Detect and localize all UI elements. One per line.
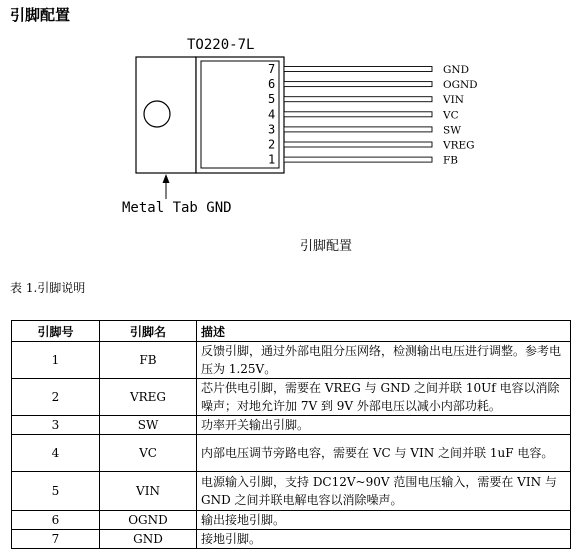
pin-description: 反馈引脚，通过外部电阻分压网络，检测输出电压进行调整。参考电压为 1.25V。: [197, 342, 571, 379]
pin-description: 芯片供电引脚，需要在 VREG 与 GND 之间并联 10Uf 电容以消除噪声；对地允许加 7V 到 9V 外部电压以减小内部功耗。: [197, 379, 571, 416]
pin-number-label: 3: [268, 122, 276, 137]
pin-lead: [284, 112, 432, 117]
pin-number-label: 7: [268, 62, 276, 76]
table-row: [12, 379, 571, 416]
table-header-row: [12, 321, 571, 342]
pin-name: SW: [100, 416, 197, 435]
pin-description: 接地引脚。: [197, 530, 571, 549]
pin-name: FB: [100, 342, 197, 379]
pin-name-label: OGND: [443, 79, 478, 92]
header-pin-name: 引脚名: [100, 321, 197, 342]
pin-name-label: VREG: [443, 139, 475, 152]
pin-name: VC: [100, 435, 197, 472]
pin-name: VREG: [100, 379, 197, 416]
pin-name: GND: [100, 530, 197, 549]
pin-description: 输出接地引脚。: [197, 511, 571, 530]
pin-description: 内部电压调节旁路电容，需要在 VC 与 VIN 之间并联 1uF 电容。: [197, 435, 571, 472]
pin-lead: [284, 127, 432, 132]
pin-number-label: 2: [268, 137, 276, 152]
package-label: TO220-7L: [187, 37, 255, 53]
pins-group: [268, 62, 478, 167]
pin-number: 2: [12, 379, 100, 416]
pin-description: 电源输入引脚，支持 DC12V~90V 范围电压输入，需要在 VIN 与 GND 之间并联电解电容以消除噪声。: [197, 472, 571, 511]
pin-lead: [284, 97, 432, 102]
pin-number-label: 4: [268, 107, 276, 122]
pin-name-label: VC: [443, 109, 459, 122]
section-title: 引脚配置: [10, 6, 71, 24]
mounting-hole-icon: [144, 101, 170, 127]
table-row: [12, 511, 571, 530]
header-pin-number: 引脚号: [12, 321, 100, 342]
pin-description-table: [11, 320, 571, 549]
table-row: [12, 435, 571, 472]
table-row: [12, 416, 571, 435]
pin-lead: [284, 142, 432, 147]
table-row: [12, 342, 571, 379]
arrow-head-icon: [163, 174, 170, 183]
pin-number: 4: [12, 435, 100, 472]
pin-lead: [284, 67, 432, 72]
pin-description: 功率开关输出引脚。: [197, 416, 571, 435]
pin-number: 7: [12, 530, 100, 549]
pin-number: 5: [12, 472, 100, 511]
pin-number: 6: [12, 511, 100, 530]
table-row: [12, 530, 571, 549]
package-diagram: [0, 0, 583, 230]
pin-name-label: FB: [443, 154, 459, 167]
pin-lead: [284, 82, 432, 87]
pin-name-label: SW: [443, 124, 461, 137]
pin-number-label: 1: [268, 152, 276, 167]
tab-label: Metal Tab GND: [122, 200, 232, 216]
table-row: [12, 472, 571, 511]
pin-name: OGND: [100, 511, 197, 530]
pin-name-label: VIN: [443, 94, 464, 107]
pin-number-label: 6: [268, 77, 276, 92]
pin-name-label: GND: [443, 64, 469, 76]
pin-lead: [284, 157, 432, 162]
pin-number: 1: [12, 342, 100, 379]
pin-number-label: 5: [268, 92, 276, 107]
pin-number: 3: [12, 416, 100, 435]
header-description: 描述: [197, 321, 571, 342]
pin-name: VIN: [100, 472, 197, 511]
table-caption: 表 1.引脚说明: [10, 281, 86, 295]
figure-caption: 引脚配置: [300, 239, 353, 254]
